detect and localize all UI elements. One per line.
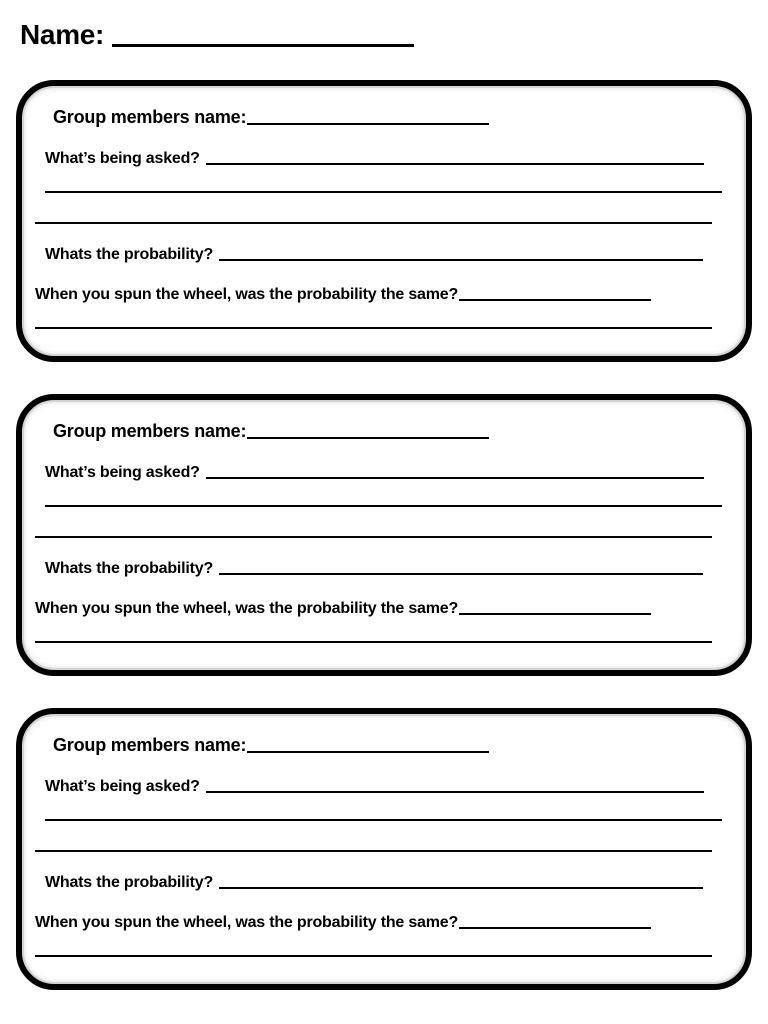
spun-wheel-label: When you spun the wheel, was the probability the same? — [35, 286, 459, 303]
whats-asked-label: What’s being asked? — [45, 778, 200, 795]
answer-line[interactable] — [45, 191, 722, 193]
whats-asked-blank[interactable] — [206, 477, 704, 479]
spun-wheel-label: When you spun the wheel, was the probability the same? — [35, 600, 459, 617]
spun-wheel-row — [35, 596, 651, 618]
worksheet-card — [16, 394, 752, 676]
probability-label: Whats the probability? — [45, 874, 214, 891]
spun-wheel-row — [35, 282, 651, 304]
whats-asked-label: What’s being asked? — [45, 464, 200, 481]
group-members-row — [53, 106, 489, 128]
group-members-blank[interactable] — [247, 437, 489, 439]
worksheet-card — [16, 708, 752, 990]
student-name-row — [20, 14, 414, 50]
group-members-label: Group members name: — [53, 107, 247, 127]
worksheet-card — [16, 80, 752, 362]
answer-line[interactable] — [35, 955, 712, 957]
answer-line[interactable] — [35, 641, 712, 643]
answer-line[interactable] — [35, 536, 712, 538]
whats-asked-row — [45, 774, 704, 796]
spun-wheel-blank[interactable] — [459, 613, 651, 615]
group-members-blank[interactable] — [247, 751, 489, 753]
probability-row — [45, 556, 703, 578]
whats-asked-label: What’s being asked? — [45, 150, 200, 167]
probability-row — [45, 242, 703, 264]
student-name-label: Name: — [20, 19, 105, 50]
spun-wheel-row — [35, 910, 651, 932]
probability-blank[interactable] — [219, 887, 703, 889]
student-name-blank[interactable] — [112, 44, 414, 47]
whats-asked-blank[interactable] — [206, 163, 704, 165]
group-members-label: Group members name: — [53, 735, 247, 755]
probability-blank[interactable] — [219, 573, 703, 575]
group-members-row — [53, 420, 489, 442]
answer-line[interactable] — [45, 505, 722, 507]
answer-line[interactable] — [45, 819, 722, 821]
group-members-row — [53, 734, 489, 756]
spun-wheel-blank[interactable] — [459, 927, 651, 929]
probability-label: Whats the probability? — [45, 560, 214, 577]
group-members-label: Group members name: — [53, 421, 247, 441]
spun-wheel-blank[interactable] — [459, 299, 651, 301]
group-members-blank[interactable] — [247, 123, 489, 125]
probability-row — [45, 870, 703, 892]
probability-blank[interactable] — [219, 259, 703, 261]
whats-asked-row — [45, 460, 704, 482]
probability-label: Whats the probability? — [45, 246, 214, 263]
answer-line[interactable] — [35, 327, 712, 329]
whats-asked-blank[interactable] — [206, 791, 704, 793]
answer-line[interactable] — [35, 222, 712, 224]
whats-asked-row — [45, 146, 704, 168]
spun-wheel-label: When you spun the wheel, was the probability the same? — [35, 914, 459, 931]
answer-line[interactable] — [35, 850, 712, 852]
